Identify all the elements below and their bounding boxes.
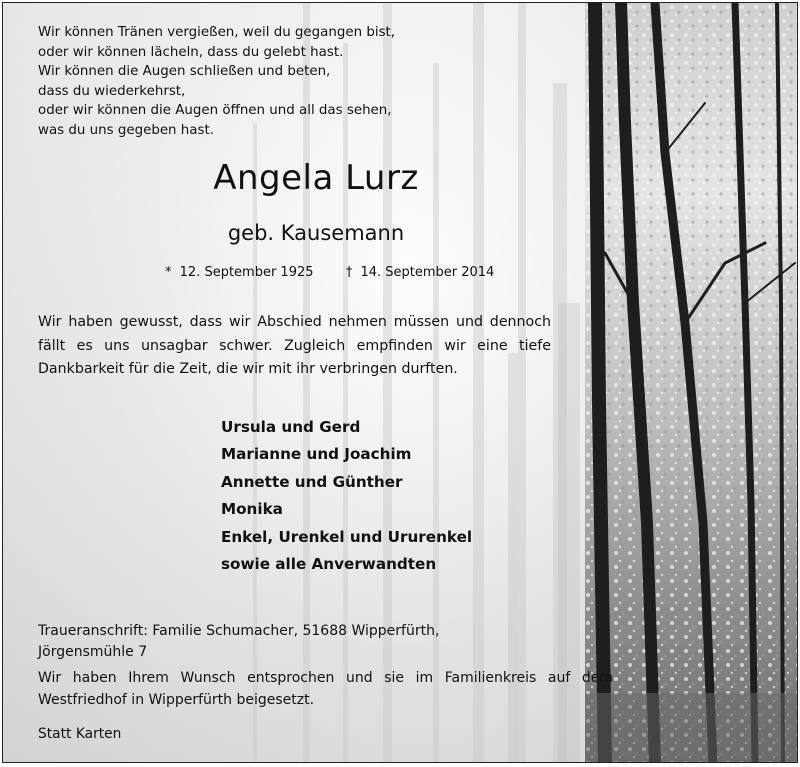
poem (38, 23, 478, 141)
family-member: Ursula und Gerd (221, 418, 361, 436)
address-line: Traueranschrift: Familie Schumacher, 51688 Wipperfürth, (38, 623, 440, 639)
poem-line: Wir können die Augen schließen und beten, (38, 64, 331, 80)
poem-line: oder wir können lächeln, dass du gelebt hast. (38, 44, 344, 60)
address-line: Jörgensmühle 7 (38, 644, 148, 660)
life-dates (165, 265, 498, 280)
poem-line: dass du wiederkehrst, (38, 83, 186, 99)
death-date: 14. September 2014 (360, 265, 495, 280)
family-member: sowie alle Anverwandten (221, 555, 437, 574)
family-member: Enkel, Urenkel und Ururenkel (221, 527, 473, 546)
statt-karten-footer: Statt Karten (38, 726, 122, 742)
family-member: Marianne und Joachim (221, 445, 412, 464)
deceased-name: Angela Lurz (213, 158, 419, 198)
burial-paragraph: Wir haben Ihrem Wunsch entsprochen und sie im Familienkreis auf dem Westfriedhof in Wipperfürth beigesetzt. (38, 670, 613, 708)
birth-symbol: * (165, 265, 172, 280)
birth-date: 12. September 1925 (179, 265, 314, 280)
forest-photo (585, 3, 798, 762)
death-symbol: † (345, 265, 353, 280)
thanks-paragraph: Wir haben gewusst, dass wir Abschied nehmen müssen und dennoch fällt es uns unsagbar schwer. Zugleich empfinden wir eine tiefe Dankbarkeit für die Zeit, die wir mit ihr verbringen durften. (38, 314, 551, 377)
family-member: Annette und Günther (221, 472, 403, 491)
poem-line: oder wir können die Augen öffnen und all das sehen, (38, 103, 392, 119)
notice-text-area (3, 3, 585, 762)
poem-line: Wir können Tränen vergießen, weil du gegangen bist, (38, 25, 396, 40)
poem-line: was du uns gegeben hast. (38, 122, 214, 138)
family-member: Monika (221, 500, 283, 519)
mourning-address (38, 621, 508, 663)
maiden-name: geb. Kausemann (227, 221, 405, 245)
family-list (221, 414, 472, 578)
obituary-notice (2, 2, 798, 763)
